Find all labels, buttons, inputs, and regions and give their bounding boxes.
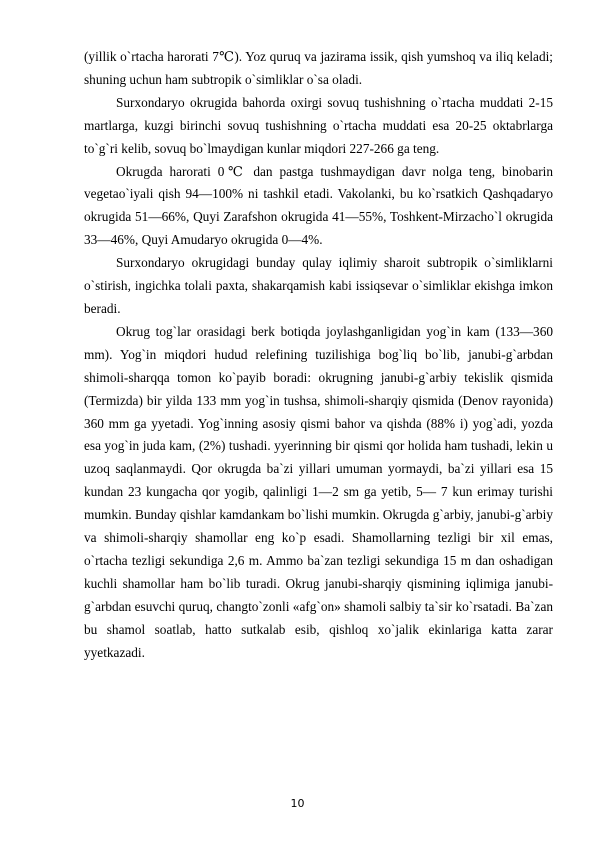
page-number: 10 — [290, 797, 305, 810]
paragraph-vegetation-winter: Okrugda harorati 0℃ dan pastga tushmaydigan davr nolga teng, binobarin vegetao`iyali qish 94—100% ni tashkil etadi. Vakolanki, bu ko`rsatkich Qashqadaryo okrugida 51—66%, Quyi Zarafshon okrugida 41—55%, Toshkent-Mirzacho`l okrugida 33—46%, Quyi Amudaryo okrugida 0—4%. — [84, 163, 553, 248]
document-page — [84, 46, 553, 664]
paragraph-subtropical-crops: Surxondaryo okrugidagi bunday qulay iqlimiy sharoit subtropik o`simliklarni o`stirish, ingichka tolali paxta, shakarqamish kabi issiqsevar o`simliklar ekishga imkon beradi. — [84, 255, 553, 316]
paragraph-precipitation-winds: Okrug tog`lar orasidagi berk botiqda joylashganligidan yog`in kam (133—360 mm). Yog`in miqdori hudud relefining tuzilishiga bog`liq bo`lib, janubi-g`arbdan shimoli-sharqqa tomon ko`payib boradi: okrugning janubi-g`arbiy tekislik qismida (Termizda) bir yilda 133 mm yog`in tushsa, shimoli-sharqiy qismida (Denov rayonida) 360 mm ga yyetadi. Yog`inning asosiy qismi bahor va qishda (88% i) yog`adi, yozda esa yog`in juda kam, (2%) tushadi. yyerinning bir qismi qor holida ham tushadi, lekin u uzoq saqlanmaydi. Qor okrugda ba`zi yillari umuman yormaydi, ba`zi yillari esa 15 kundan 23 kungacha qor yogib, qalinligi 1—2 sm ga yetib, 5— 7 kun erimay turishi mumkin. Bunday qishlar kamdankam bo`lishi mumkin. Okrugda g`arbiy, janubi-g`arbiy va shimoli-sharqiy shamollar eng ko`p esadi. Shamollarning tezligi bir xil emas, o`rtacha tezligi sekundiga 2,6 m. Ammo ba`zan tezligi sekundiga 15 m dan oshadigan kuchli shamollar ham bo`lib turadi. Okrug janubi-sharqiy qismining iqlimiga janubi-g`arbdan esuvchi quruq, changto`zonli «afg`on» shamoli salbiy ta`sir ko`rsatadi. Ba`zan bu shamol soatlab, hatto sutkalab esib, qishloq xo`jalik ekinlariga katta zarar yyetkazadi. — [84, 323, 553, 660]
paragraph-frost-dates: Surxondaryo okrugida bahorda oxirgi sovuq tushishning o`rtacha muddati 2-15 martlarga, kuzgi birinchi sovuq tushishning o`rtacha muddati esa 20-25 oktabrlarga to`g`ri kelib, sovuq bo`lmaydigan kunlar miqdori 227-266 ga teng. — [84, 94, 553, 156]
paragraph-climate-intro: (yillik o`rtacha harorati 7℃). Yoz quruq va jazirama issik, qish yumshoq va iliq keladi; shuning uchun ham subtropik o`simliklar o`sa oladi. — [84, 49, 553, 87]
